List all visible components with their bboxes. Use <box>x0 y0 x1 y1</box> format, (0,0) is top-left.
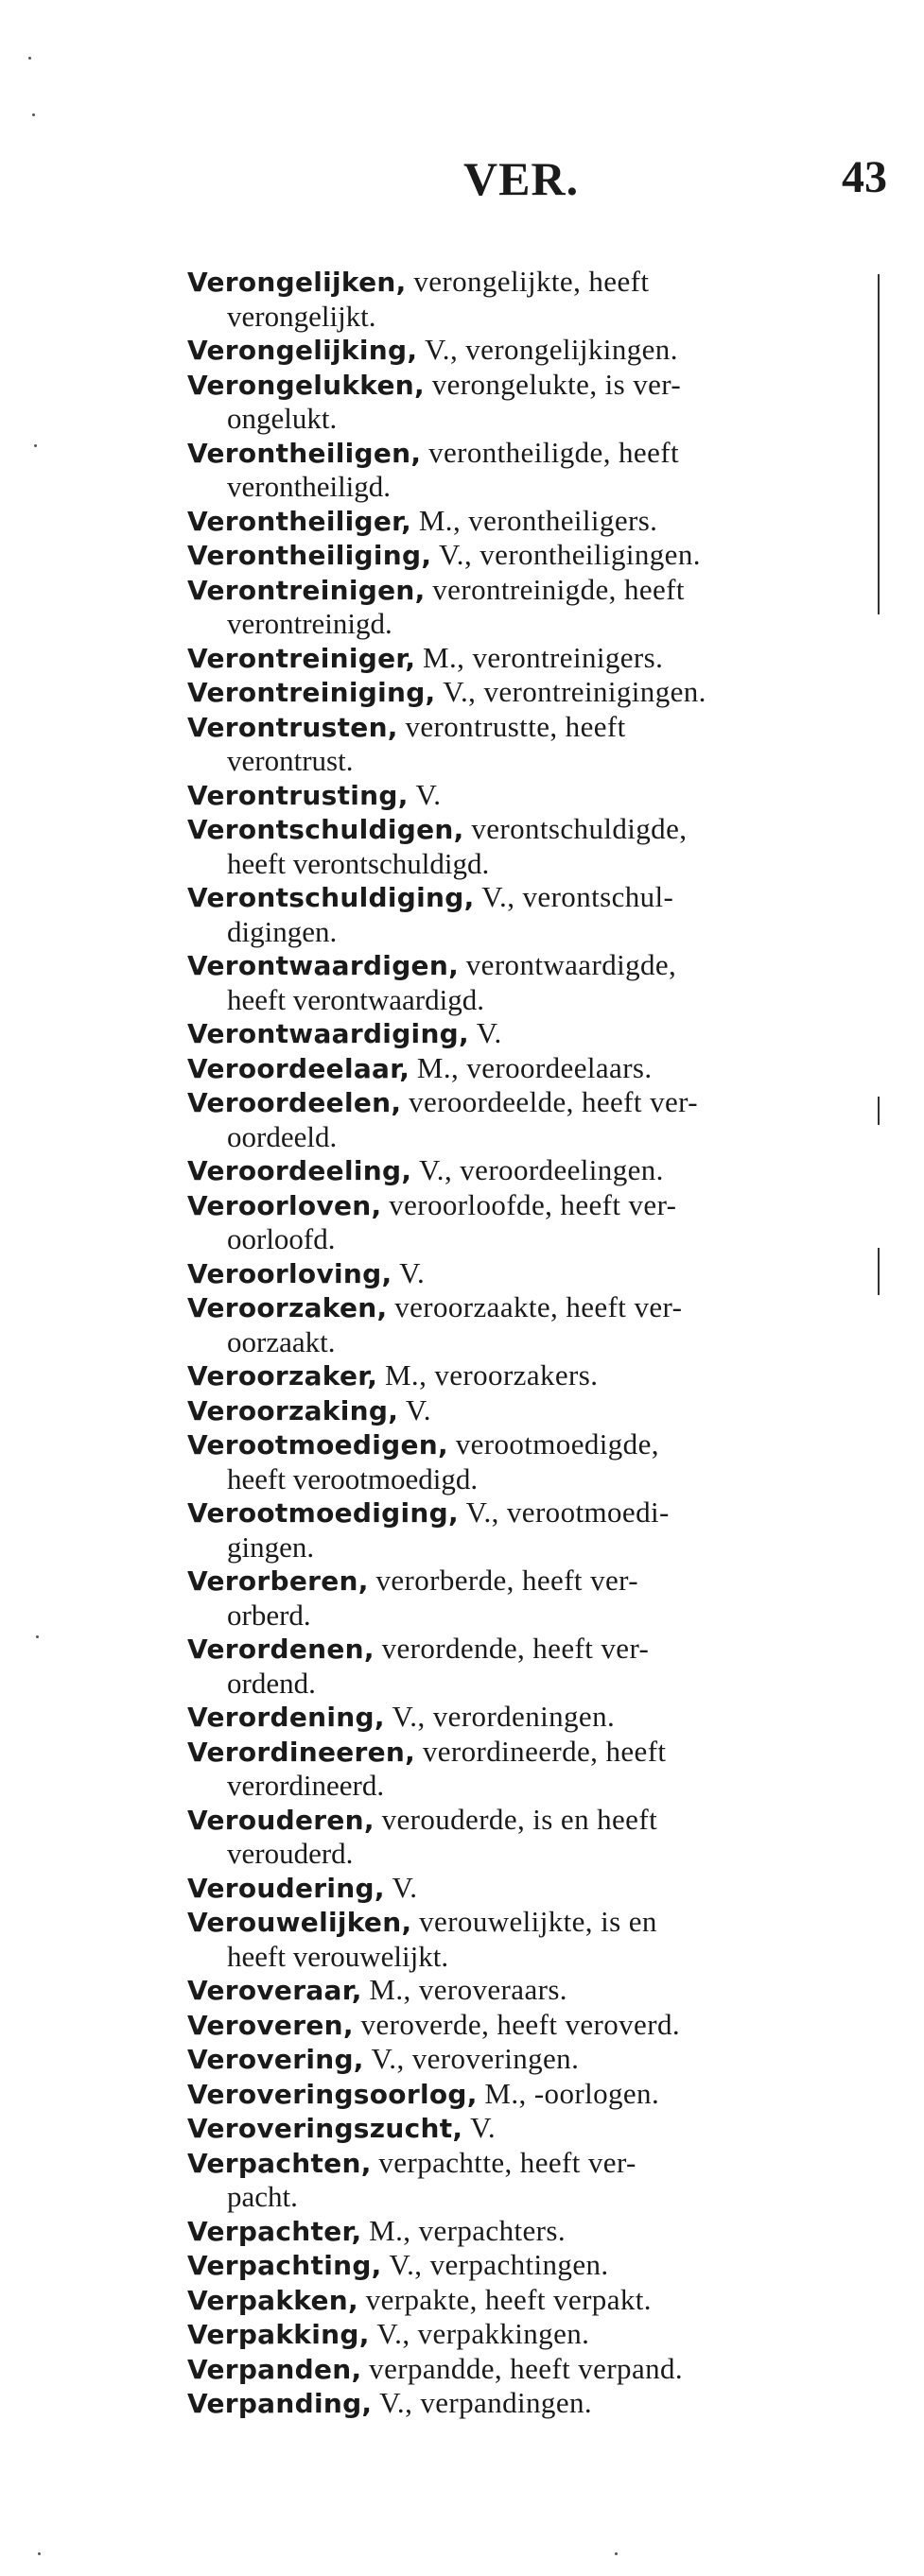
entry-gloss: V. <box>392 1870 418 1904</box>
dictionary-entry <box>187 1973 868 2008</box>
entry-gloss: verouderde, is en heeft <box>381 1802 658 1836</box>
entry-headword: Veroorloven, <box>187 1189 382 1221</box>
dictionary-entry <box>187 1735 868 1803</box>
entry-gloss: verpakte, heeft verpakt. <box>365 2282 652 2316</box>
entry-gloss: V. <box>405 1392 431 1426</box>
margin-rule <box>878 274 880 614</box>
entry-headword: Veroveraar, <box>187 1975 362 2006</box>
entry-continuation: ordend. <box>227 1666 316 1700</box>
dictionary-entry <box>187 1427 868 1495</box>
entry-continuation: verontreinigd. <box>227 607 392 640</box>
running-title: VER. <box>463 152 580 205</box>
dictionary-entry <box>187 2386 868 2421</box>
entry-headword: Verontreiniging, <box>187 677 436 708</box>
entry-gloss: V., veroordeelingen. <box>419 1153 664 1186</box>
entry-headword: Veroorzaking, <box>187 1394 399 1426</box>
entry-headword: Verpanden, <box>187 2353 362 2385</box>
entry-gloss: verontheiligde, heeft <box>428 435 679 469</box>
entry-headword: Verpakking, <box>187 2319 370 2350</box>
entry-headword: Veroudering, <box>187 1872 385 1904</box>
entry-gloss: V., verontheiligingen. <box>439 538 701 571</box>
dictionary-entry <box>187 504 868 539</box>
dictionary-entry <box>187 368 868 436</box>
entry-headword: Verontrusten, <box>187 711 398 743</box>
dictionary-entry <box>187 1803 868 1871</box>
entry-continuation: heeft verootmoedigd. <box>227 1461 479 1495</box>
entry-continuation: ongelukt. <box>227 402 338 435</box>
entry-gloss: V., verordeningen. <box>392 1700 616 1733</box>
running-head <box>0 151 924 208</box>
dictionary-entry <box>187 2146 868 2214</box>
entry-continuation: orberd. <box>227 1598 311 1632</box>
entry-headword: Verontheiliging, <box>187 540 432 571</box>
entry-headword: Verontwaardiging, <box>187 1018 469 1049</box>
entry-continuation: verontheiligd. <box>227 470 392 503</box>
dictionary-entry <box>187 641 868 676</box>
entry-headword: Verordening, <box>187 1702 385 1733</box>
entry-gloss: V., verpakkingen. <box>376 2317 590 2350</box>
dictionary-entry <box>187 880 868 948</box>
entry-headword: Verootmoedigen, <box>187 1429 448 1461</box>
dictionary-entry <box>187 2214 868 2249</box>
entry-gloss: M., verontreinigers. <box>423 640 664 674</box>
entry-continuation: oorloofd. <box>227 1222 336 1255</box>
page-number: 43 <box>842 152 887 202</box>
entry-headword: Verpachter, <box>187 2215 362 2247</box>
entry-headword: Verontschuldiging, <box>187 882 475 913</box>
dictionary-entry <box>187 1051 868 1086</box>
scan-speck <box>615 2552 618 2555</box>
entry-continuation: verordineerd. <box>227 1769 385 1802</box>
entry-headword: Verontrusting, <box>187 779 409 811</box>
entry-gloss: V., veroveringen. <box>371 2042 580 2075</box>
entry-continuation: heeft verontschuldigd. <box>227 846 490 880</box>
entry-continuation: oordeeld. <box>227 1119 338 1153</box>
entry-headword: Veroorloving, <box>187 1257 392 1289</box>
entry-gloss: veroordeelde, heeft ver- <box>409 1085 698 1118</box>
entry-gloss: M., -oorlogen. <box>484 2076 660 2110</box>
entry-headword: Veroorzaken, <box>187 1292 388 1323</box>
margin-rule <box>878 1097 880 1125</box>
entry-list <box>187 265 868 2421</box>
entry-headword: Verontreinigen, <box>187 574 426 606</box>
entry-continuation: oorzaakt. <box>227 1324 336 1358</box>
dictionary-entry <box>187 2111 868 2146</box>
dictionary-entry <box>187 2283 868 2318</box>
entry-gloss: verontrustte, heeft <box>405 709 626 743</box>
entry-headword: Veroveringsoorlog, <box>187 2078 478 2110</box>
entry-gloss: M., verpachters. <box>369 2213 566 2247</box>
entry-headword: Veroveren, <box>187 2009 354 2041</box>
entry-headword: Verongelukken, <box>187 369 425 401</box>
entry-gloss: M., veroorzakers. <box>384 1358 599 1392</box>
entry-gloss: verpandde, heeft verpand. <box>369 2351 684 2385</box>
dictionary-entry <box>187 1153 868 1188</box>
entry-gloss: V. <box>415 777 442 811</box>
entry-continuation: heeft verontwaardigd. <box>227 982 484 1016</box>
entry-gloss: veroorloofde, heeft ver- <box>389 1187 677 1221</box>
entry-headword: Verpachten, <box>187 2147 372 2179</box>
entry-gloss: V., verontreinigingen. <box>443 675 706 708</box>
scan-speck <box>38 2552 41 2555</box>
dictionary-entry <box>187 1495 868 1564</box>
dictionary-entry <box>187 2042 868 2077</box>
entry-headword: Verongelijken, <box>187 267 407 298</box>
entry-continuation: verongelijkt. <box>227 299 376 333</box>
dictionary-entry <box>187 1085 868 1153</box>
entry-gloss: V., verootmoedi- <box>465 1495 670 1529</box>
entry-gloss: veroorzaakte, heeft ver- <box>394 1290 683 1323</box>
dictionary-entry <box>187 333 868 368</box>
entry-headword: Veroveringszucht, <box>187 2113 463 2144</box>
dictionary-entry <box>187 778 868 813</box>
entry-headword: Verpanding, <box>187 2388 373 2419</box>
dictionary-entry <box>187 1905 868 1973</box>
entry-gloss: verongelukte, is ver- <box>431 367 682 401</box>
dictionary-entry <box>187 1632 868 1700</box>
dictionary-entry <box>187 1700 868 1735</box>
dictionary-entry <box>187 2317 868 2352</box>
entry-gloss: V., verontschul- <box>481 880 674 913</box>
dictionary-entry <box>187 1564 868 1632</box>
entry-gloss: verontreinigde, heeft <box>432 572 685 606</box>
entry-gloss: verpachtte, heeft ver- <box>378 2145 636 2179</box>
scan-speck <box>32 113 35 116</box>
entry-continuation: verontrust. <box>227 744 354 777</box>
entry-continuation: gingen. <box>227 1530 315 1564</box>
dictionary-entry <box>187 1358 868 1393</box>
entry-gloss: verordineerde, heeft <box>422 1734 667 1768</box>
entry-headword: Verorberen, <box>187 1565 369 1597</box>
entry-headword: Verontheiligen, <box>187 437 422 469</box>
dictionary-entry <box>187 1290 868 1358</box>
entry-gloss: V., verpachtingen. <box>389 2248 609 2281</box>
entry-continuation: digingen. <box>227 914 338 948</box>
dictionary-entry <box>187 710 868 778</box>
entry-headword: Veroorzaker, <box>187 1360 378 1392</box>
entry-continuation: heeft verouwelijkt. <box>227 1939 449 1973</box>
entry-headword: Verpakken, <box>187 2284 358 2316</box>
entry-continuation: pacht. <box>227 2180 298 2213</box>
entry-gloss: V. <box>399 1255 426 1289</box>
entry-headword: Veroordeeling, <box>187 1155 412 1186</box>
entry-gloss: M., veroveraars. <box>369 1973 567 2006</box>
entry-gloss: verorberde, heeft ver- <box>375 1564 638 1597</box>
dictionary-entry <box>187 538 868 573</box>
entry-gloss: V., verongelijkingen. <box>425 333 678 366</box>
dictionary-entry <box>187 1871 868 1906</box>
dictionary-entry <box>187 2352 868 2387</box>
dictionary-entry <box>187 2077 868 2112</box>
entry-headword: Verouderen, <box>187 1804 375 1836</box>
entry-gloss: veroverde, heeft veroverd. <box>360 2007 680 2041</box>
dictionary-entry <box>187 1393 868 1428</box>
entry-headword: Veroordeelen, <box>187 1087 402 1118</box>
entry-gloss: verongelijkte, heeft <box>413 265 650 298</box>
entry-gloss: V. <box>476 1016 502 1049</box>
dictionary-entry <box>187 265 868 333</box>
entry-headword: Verootmoediging, <box>187 1497 459 1529</box>
entry-headword: Verouwelijken, <box>187 1907 412 1938</box>
dictionary-entry <box>187 1188 868 1256</box>
entry-gloss: verootmoedigde, <box>455 1427 659 1461</box>
entry-headword: Verongelijking, <box>187 335 418 366</box>
dictionary-entry <box>187 675 868 710</box>
entry-gloss: verontschuldigde, <box>471 812 688 845</box>
entry-headword: Verontwaardigen, <box>187 950 460 981</box>
dictionary-entry <box>187 1256 868 1291</box>
entry-headword: Verordineeren, <box>187 1736 416 1768</box>
scan-speck <box>28 57 31 60</box>
dictionary-entry <box>187 812 868 880</box>
entry-gloss: verontwaardigde, <box>465 948 677 981</box>
dictionary-entry <box>187 2008 868 2043</box>
entry-gloss: M., verontheiligers. <box>418 503 658 537</box>
entry-headword: Verovering, <box>187 2044 364 2075</box>
scan-speck <box>34 444 37 447</box>
entry-headword: Verpachting, <box>187 2250 382 2281</box>
dictionary-entry <box>187 948 868 1016</box>
entry-headword: Veroordeelaar, <box>187 1052 410 1084</box>
entry-gloss: verordende, heeft ver- <box>381 1632 650 1665</box>
entry-gloss: V. <box>470 2111 497 2144</box>
entry-headword: Verontreiniger, <box>187 642 416 674</box>
dictionary-entry <box>187 436 868 504</box>
dictionary-entry <box>187 1016 868 1051</box>
entry-headword: Verontheiliger, <box>187 505 412 537</box>
entry-headword: Verordenen, <box>187 1634 375 1665</box>
margin-rule <box>878 1248 880 1295</box>
entry-gloss: M., veroordeelaars. <box>416 1050 653 1084</box>
dictionary-entry <box>187 573 868 641</box>
dictionary-entry <box>187 2248 868 2283</box>
entry-gloss: V., verpandingen. <box>379 2386 593 2419</box>
entry-headword: Verontschuldigen, <box>187 814 464 845</box>
scan-speck <box>36 1635 39 1638</box>
entry-continuation: verouderd. <box>227 1837 354 1870</box>
entry-gloss: verouwelijkte, is en <box>419 1905 657 1938</box>
